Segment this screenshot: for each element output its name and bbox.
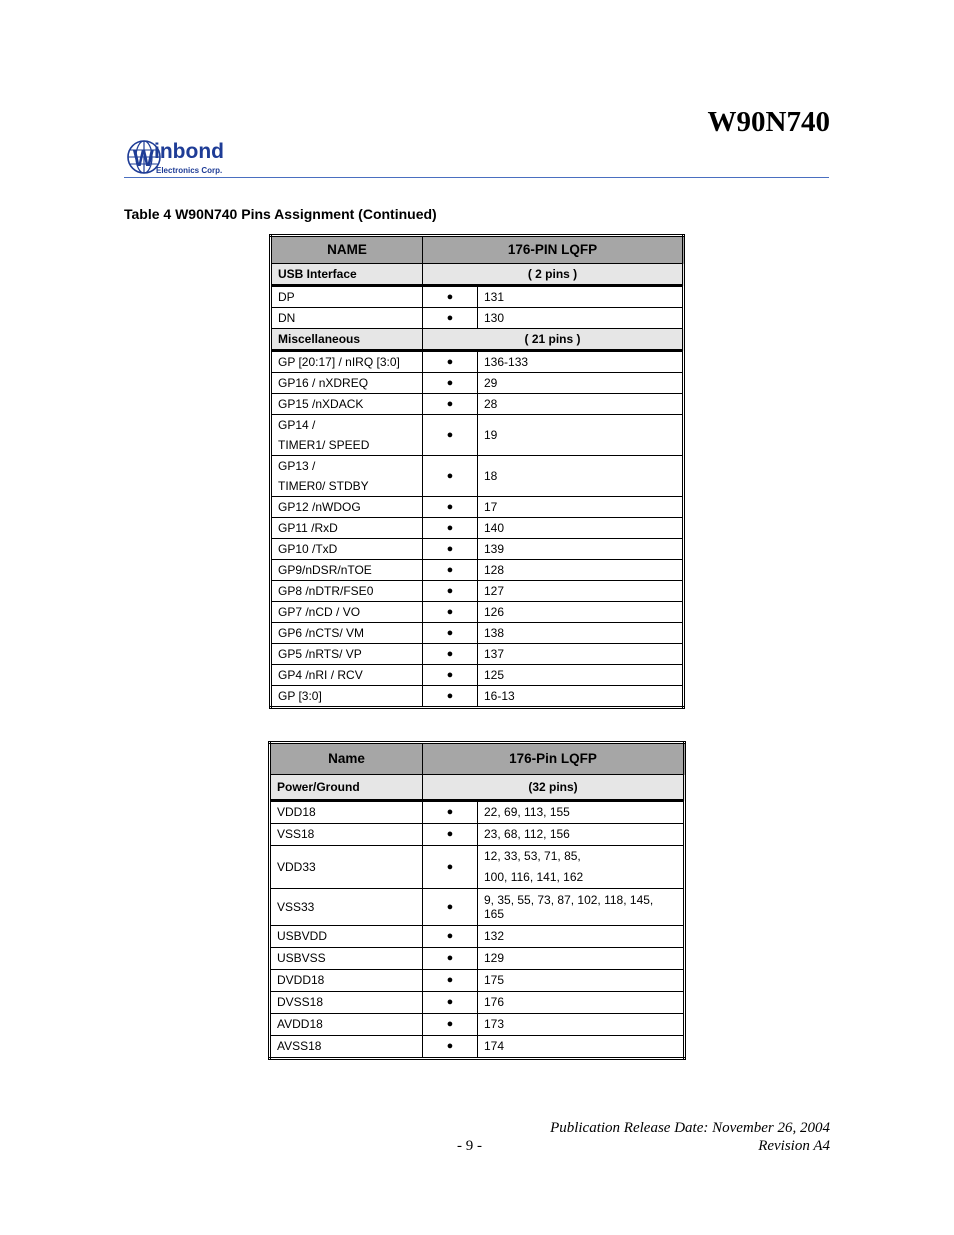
- pin-numbers-line: 174: [484, 1039, 505, 1053]
- pin-name-line: VDD33: [277, 859, 316, 874]
- pin-name-line: GP16 / nXDREQ: [278, 376, 369, 390]
- pin-name: [271, 415, 423, 456]
- table-row: [270, 948, 685, 970]
- pin-name-line: AVDD18: [277, 1017, 323, 1031]
- pin-numbers-line: 126: [484, 605, 505, 619]
- bullet-mark: ●: [423, 351, 478, 373]
- pin-numbers-line: 130: [484, 311, 505, 325]
- publication-date: Publication Release Date: November 26, 2004: [550, 1120, 830, 1136]
- pin-name-line: VSS33: [277, 899, 315, 914]
- section-pin-count: ( 21 pins ): [423, 329, 684, 351]
- pin-name-line: GP15 /nXDACK: [278, 397, 364, 411]
- pin-name: [271, 686, 423, 708]
- table-row: [271, 602, 684, 623]
- pin-numbers-line: 19: [484, 428, 498, 442]
- bullet-mark: ●: [423, 801, 478, 824]
- pin-name-line: USBVDD: [277, 929, 328, 943]
- pin-name: [270, 1036, 423, 1059]
- pin-numbers-line: 176: [484, 995, 505, 1009]
- table-row: [270, 926, 685, 948]
- pin-name-line: DP: [278, 290, 295, 304]
- table-caption: Table 4 W90N740 Pins Assignment (Continued): [124, 206, 437, 222]
- bullet-mark: ●: [423, 1014, 478, 1036]
- table-row: [271, 539, 684, 560]
- pin-numbers-line: 129: [484, 951, 505, 965]
- pin-name: [270, 926, 423, 948]
- table-row: [270, 1036, 685, 1059]
- section-row: [271, 329, 684, 351]
- pin-numbers-line: 9, 35, 55, 73, 87, 102, 118, 145,: [484, 893, 654, 907]
- pin-numbers: [478, 889, 685, 926]
- pin-name-line: USBVSS: [277, 951, 326, 965]
- pin-name-line: TIMER0/ STDBY: [278, 479, 369, 493]
- pin-numbers-line: 128: [484, 563, 505, 577]
- pin-name: [270, 1014, 423, 1036]
- pin-numbers: [478, 373, 684, 394]
- pin-numbers: [478, 560, 684, 581]
- table-header-row: [271, 236, 684, 264]
- pin-numbers-line: 131: [484, 290, 505, 304]
- table-row: [270, 1014, 685, 1036]
- pin-numbers: [478, 801, 685, 824]
- pin-name-line: GP6 /nCTS/ VM: [278, 626, 365, 640]
- pin-name: [271, 518, 423, 539]
- pin-name: [271, 351, 423, 373]
- pin-name-line: DN: [278, 311, 296, 325]
- bullet-mark: ●: [423, 665, 478, 686]
- pin-name-line: GP14 /: [278, 418, 316, 432]
- pin-numbers: [478, 497, 684, 518]
- pin-name: [271, 286, 423, 308]
- pin-name: [271, 560, 423, 581]
- pin-name-line: GP [20:17] / nIRQ [3:0]: [278, 355, 400, 369]
- pin-name: [271, 394, 423, 415]
- table-row: [271, 581, 684, 602]
- pin-name: [271, 602, 423, 623]
- section-pin-count: ( 2 pins ): [423, 264, 684, 286]
- section-title: Miscellaneous: [271, 329, 423, 351]
- bullet-mark: ●: [423, 373, 478, 394]
- pin-name-line: DVDD18: [277, 973, 325, 987]
- winbond-logo: [126, 138, 266, 178]
- pin-numbers: [478, 686, 684, 708]
- pin-name-line: GP7 /nCD / VO: [278, 605, 361, 619]
- pin-numbers: [478, 1036, 685, 1059]
- table-row: [271, 373, 684, 394]
- pin-name: [271, 497, 423, 518]
- pin-name: [270, 970, 423, 992]
- table-row: [270, 970, 685, 992]
- pin-numbers-line: 136-133: [484, 355, 529, 369]
- table-row: [271, 560, 684, 581]
- pin-numbers: [478, 970, 685, 992]
- table-row: [271, 308, 684, 329]
- pin-numbers: [478, 992, 685, 1014]
- pin-name-line: GP13 /: [278, 459, 316, 473]
- pin-numbers: [478, 415, 684, 456]
- pin-name: [271, 308, 423, 329]
- bullet-mark: ●: [423, 926, 478, 948]
- pin-name: [270, 846, 423, 889]
- pin-name-line: VSS18: [277, 827, 315, 841]
- pin-name-line: VDD18: [277, 805, 316, 819]
- table-row: [270, 889, 685, 926]
- pin-name-line: GP9/nDSR/nTOE: [278, 563, 372, 577]
- table-row: [270, 992, 685, 1014]
- pin-name: [271, 623, 423, 644]
- pin-name: [271, 456, 423, 497]
- bullet-mark: ●: [423, 644, 478, 665]
- pin-name-line: GP [3:0]: [278, 689, 322, 703]
- pin-numbers: [478, 926, 685, 948]
- bullet-mark: ●: [423, 415, 478, 456]
- bullet-mark: ●: [423, 846, 478, 889]
- pin-numbers-line: 18: [484, 469, 498, 483]
- table-row: [270, 824, 685, 846]
- bullet-mark: ●: [423, 394, 478, 415]
- section-row: [271, 264, 684, 286]
- bullet-mark: ●: [423, 686, 478, 708]
- pin-numbers: [478, 846, 685, 889]
- bullet-mark: ●: [423, 286, 478, 308]
- bullet-mark: ●: [423, 308, 478, 329]
- pin-name: [270, 889, 423, 926]
- table-header-row: [270, 743, 685, 775]
- name-column-header: NAME: [271, 236, 423, 264]
- pin-name-line: GP12 /nWDOG: [278, 500, 361, 514]
- bullet-mark: ●: [423, 539, 478, 560]
- pin-name-line: TIMER1/ SPEED: [278, 438, 370, 452]
- pin-numbers-line: 100, 116, 141, 162: [484, 870, 584, 884]
- package-column-header: 176-Pin LQFP: [423, 743, 685, 775]
- table-row: [271, 665, 684, 686]
- pin-name-line: GP5 /nRTS/ VP: [278, 647, 362, 661]
- pin-numbers-line: 23, 68, 112, 156: [484, 827, 570, 841]
- pin-numbers: [478, 602, 684, 623]
- bullet-mark: ●: [423, 456, 478, 497]
- pin-numbers: [478, 518, 684, 539]
- pin-numbers-line: 138: [484, 626, 505, 640]
- pin-numbers-line: 175: [484, 973, 505, 987]
- pin-numbers: [478, 351, 684, 373]
- bullet-mark: ●: [423, 602, 478, 623]
- logo-wordmark: inbond: [154, 140, 224, 163]
- table-row: [271, 456, 684, 497]
- bullet-mark: ●: [423, 560, 478, 581]
- pin-numbers: [478, 394, 684, 415]
- pin-name-line: GP11 /RxD: [278, 521, 338, 535]
- pins-table-power-ground: [268, 741, 686, 1060]
- pin-numbers-line: 139: [484, 542, 505, 556]
- page-number: - 9 -: [457, 1138, 482, 1154]
- pin-name-line: DVSS18: [277, 995, 324, 1009]
- table-row: [270, 846, 685, 889]
- pin-name: [271, 373, 423, 394]
- section-title: USB Interface: [271, 264, 423, 286]
- table-row: [271, 623, 684, 644]
- pin-name-line: GP4 /nRI / RCV: [278, 668, 363, 682]
- pin-numbers-line: 12, 33, 53, 71, 85,: [484, 849, 581, 863]
- revision: Revision A4: [758, 1138, 830, 1154]
- pin-numbers-line: 173: [484, 1017, 505, 1031]
- pin-numbers-line: 140: [484, 521, 505, 535]
- pin-name: [271, 644, 423, 665]
- table-row: [271, 351, 684, 373]
- bullet-mark: ●: [423, 948, 478, 970]
- section-title: Power/Ground: [270, 775, 423, 801]
- bullet-mark: ●: [423, 889, 478, 926]
- pin-numbers: [478, 308, 684, 329]
- pin-numbers: [478, 286, 684, 308]
- pin-numbers-line: 29: [484, 376, 498, 390]
- pin-numbers: [478, 539, 684, 560]
- name-column-header: Name: [270, 743, 423, 775]
- pin-numbers: [478, 1014, 685, 1036]
- pin-numbers-line: 22, 69, 113, 155: [484, 805, 570, 819]
- pin-name: [271, 665, 423, 686]
- pin-numbers-line: 165: [484, 907, 505, 921]
- bullet-mark: ●: [423, 623, 478, 644]
- pin-numbers-line: 125: [484, 668, 505, 682]
- pin-numbers-line: 17: [484, 500, 498, 514]
- table-row: [270, 801, 685, 824]
- bullet-mark: ●: [423, 1036, 478, 1059]
- pin-name: [270, 824, 423, 846]
- section-row-power-ground: [270, 775, 685, 801]
- pin-numbers: [478, 948, 685, 970]
- pin-name: [271, 539, 423, 560]
- pin-numbers: [478, 456, 684, 497]
- bullet-mark: ●: [423, 970, 478, 992]
- pin-numbers-line: 28: [484, 397, 498, 411]
- pin-name: [271, 581, 423, 602]
- pin-numbers-line: 137: [484, 647, 505, 661]
- pin-name: [270, 948, 423, 970]
- pin-name-line: GP8 /nDTR/FSE0: [278, 584, 374, 598]
- bullet-mark: ●: [423, 581, 478, 602]
- table-row: [271, 286, 684, 308]
- pin-numbers-line: 127: [484, 584, 505, 598]
- package-column-header: 176-PIN LQFP: [423, 236, 684, 264]
- section-pin-count: (32 pins): [423, 775, 685, 801]
- table-row: [271, 394, 684, 415]
- pin-numbers-line: 16-13: [484, 689, 515, 703]
- header-rule: [124, 177, 829, 178]
- pin-name-line: AVSS18: [277, 1039, 322, 1053]
- bullet-mark: ●: [423, 497, 478, 518]
- document-title: W90N740: [707, 106, 830, 138]
- bullet-mark: ●: [423, 518, 478, 539]
- table-row: [271, 415, 684, 456]
- bullet-mark: ●: [423, 992, 478, 1014]
- pin-numbers: [478, 644, 684, 665]
- pin-numbers: [478, 665, 684, 686]
- logo-initial: W: [133, 146, 154, 171]
- pin-numbers: [478, 581, 684, 602]
- pin-numbers: [478, 623, 684, 644]
- pins-table-usb-misc: [269, 234, 685, 709]
- pin-name: [270, 801, 423, 824]
- table-row: [271, 497, 684, 518]
- pin-numbers: [478, 824, 685, 846]
- pin-name-line: GP10 /TxD: [278, 542, 338, 556]
- table-row: [271, 644, 684, 665]
- table-row: [271, 686, 684, 708]
- table-row: [271, 518, 684, 539]
- pin-name: [270, 992, 423, 1014]
- bullet-mark: ●: [423, 824, 478, 846]
- pin-numbers-line: 132: [484, 929, 505, 943]
- logo-subtitle: Electronics Corp.: [156, 166, 223, 175]
